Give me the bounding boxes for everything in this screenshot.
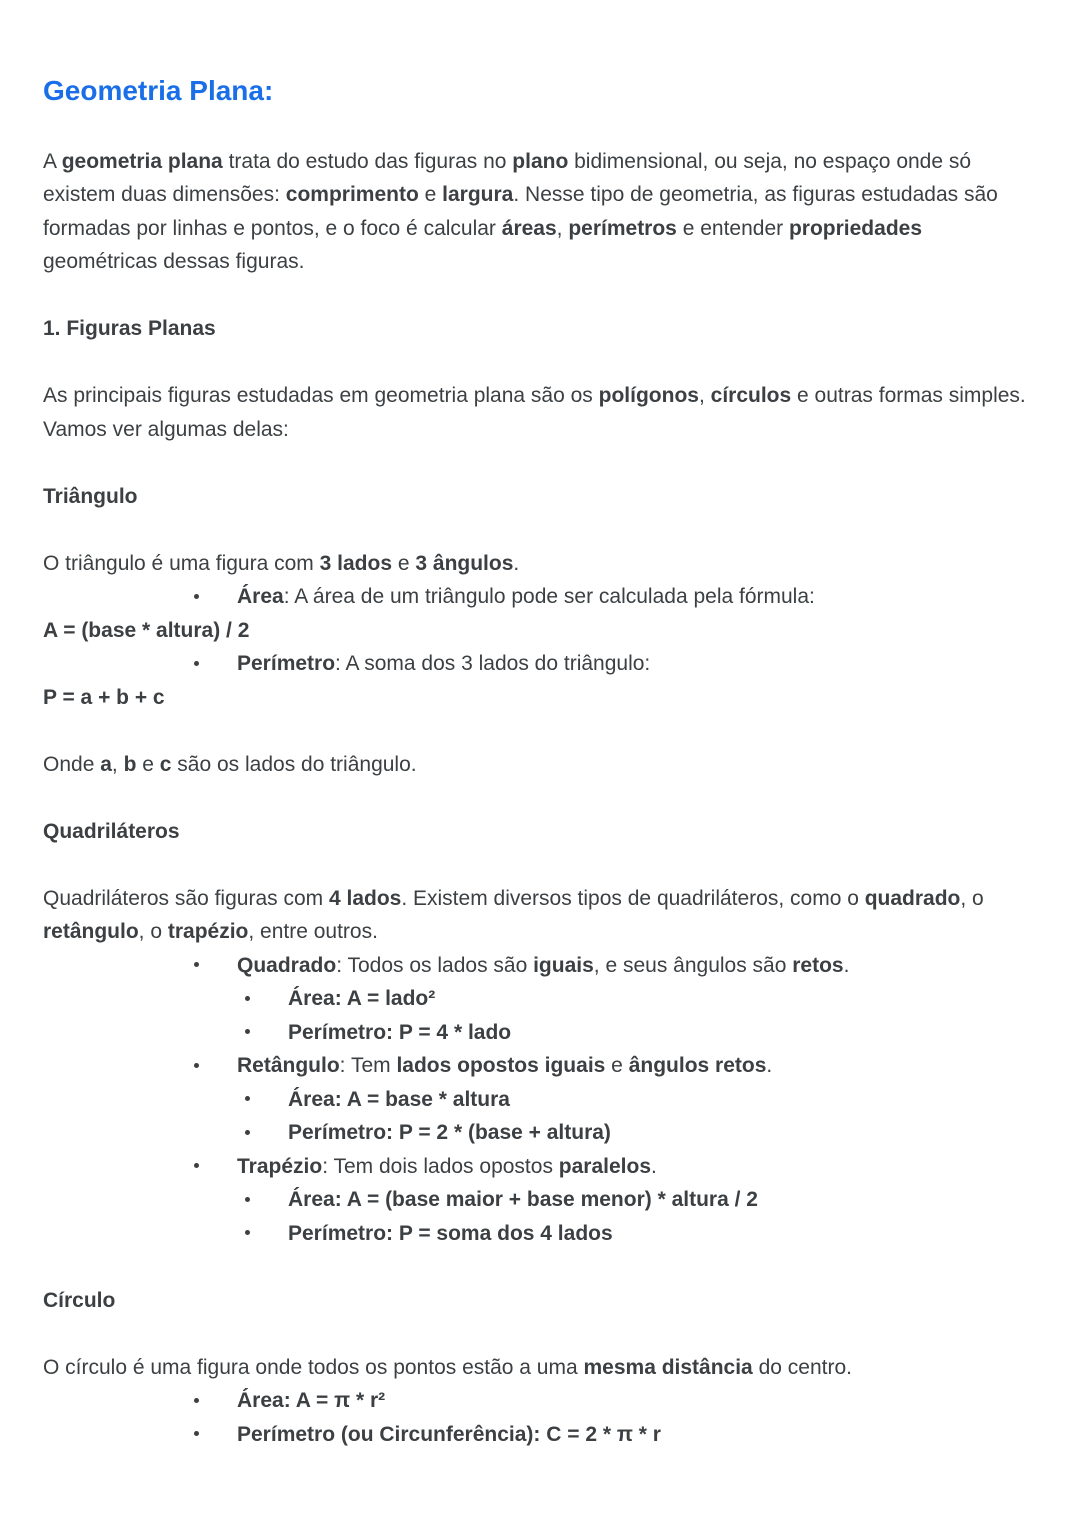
section-heading <box>43 480 1037 514</box>
text-run: , o <box>138 920 168 943</box>
text-run: : A soma dos 3 lados do triângulo: <box>335 652 651 675</box>
text-run-bold: iguais <box>533 953 594 977</box>
text-run: e <box>605 1054 629 1077</box>
list-item-text <box>194 949 1037 983</box>
list-item-level-1 <box>43 580 1037 614</box>
text-run-bold: ângulos retos <box>628 1054 767 1077</box>
formula-line <box>43 681 1037 715</box>
text-run: Onde <box>43 752 101 776</box>
text-run-bold: largura <box>442 183 514 206</box>
list-item-text <box>245 1083 1037 1117</box>
bullet-icon <box>194 1163 199 1168</box>
section-heading <box>43 312 1037 346</box>
bullet-icon <box>245 1230 250 1235</box>
text-run-bold: propriedades <box>788 216 923 240</box>
text-run: Quadriláteros são figuras com <box>43 886 329 910</box>
text-run: geométricas dessas figuras. <box>43 250 305 273</box>
text-run: e outras formas simples. Vamos ver algumas delas: <box>43 384 1026 441</box>
text-run-bold: Área <box>237 585 284 608</box>
text-run-bold: retângulo <box>43 920 139 943</box>
paragraph <box>43 547 1037 581</box>
text-run: , <box>111 752 124 776</box>
paragraph <box>43 1351 1037 1385</box>
text-run: , <box>698 384 711 407</box>
text-run: A <box>43 149 62 173</box>
text-run-bold: Perímetro (ou Circunferência): C = 2 * π * r <box>237 1422 661 1446</box>
text-run: e <box>392 551 416 575</box>
text-run-bold: a <box>100 752 112 776</box>
bullet-icon <box>194 962 199 967</box>
text-run-bold: perímetros <box>568 216 677 240</box>
bullet-icon <box>245 1029 250 1034</box>
text-run-bold: quadrado <box>864 886 961 910</box>
text-run: As principais figuras estudadas em geometria plana são os <box>43 384 599 407</box>
list-item-text <box>194 647 1037 681</box>
bullet-icon <box>245 996 250 1001</box>
document-body <box>43 145 1037 1452</box>
text-run: O triângulo é uma figura com <box>43 551 320 575</box>
text-run-bold: mesma distância <box>583 1355 753 1379</box>
list-item-level-1 <box>43 647 1037 681</box>
text-run-bold: comprimento <box>285 183 419 206</box>
text-run-bold: plano <box>512 149 569 173</box>
list-item-text <box>194 1384 1037 1418</box>
list-item-level-2 <box>43 1183 1037 1217</box>
text-run-bold: círculos <box>710 384 792 407</box>
bullet-icon <box>194 1431 199 1436</box>
text-run: : Tem <box>339 1054 397 1077</box>
text-run: O círculo é uma figura onde todos os pontos estão a uma <box>43 1355 584 1379</box>
list-item-text <box>245 1016 1037 1050</box>
text-run-bold: A = (base * altura) / 2 <box>43 618 250 642</box>
text-run-bold: Perímetro: P = 4 * lado <box>288 1020 512 1044</box>
text-run: , <box>556 216 569 240</box>
bullet-icon <box>245 1130 250 1135</box>
list-item-level-2 <box>43 982 1037 1016</box>
list-item-text <box>245 1183 1037 1217</box>
text-run: do centro. <box>752 1355 852 1379</box>
text-run: , entre outros. <box>248 920 378 943</box>
text-run: trata do estudo das figuras no <box>222 149 513 173</box>
text-run-bold: 3 lados <box>319 551 393 575</box>
text-run-bold: 1. Figuras Planas <box>43 317 216 340</box>
list-item-level-1 <box>43 1384 1037 1418</box>
text-run-bold: polígonos <box>598 384 699 407</box>
section-heading <box>43 1284 1037 1318</box>
text-run: . Nesse tipo de geometria, as figuras estudadas são formadas por linhas e pontos, e o foco é calcular <box>43 183 998 240</box>
text-run: . <box>766 1054 773 1077</box>
list-item-text <box>245 1116 1037 1150</box>
list-item-level-1 <box>43 1418 1037 1452</box>
text-run-bold: Círculo <box>43 1288 116 1312</box>
list-item-level-1 <box>43 1049 1037 1083</box>
bullet-icon <box>194 1398 199 1403</box>
list-item-text <box>194 1150 1037 1184</box>
bullet-icon <box>245 1096 250 1101</box>
text-run-bold: Perímetro: P = soma dos 4 lados <box>288 1221 613 1245</box>
text-run: , o <box>960 886 984 910</box>
text-run-bold: c <box>159 752 172 776</box>
text-run-bold: áreas <box>501 216 557 240</box>
paragraph <box>43 145 1037 279</box>
text-run: são os lados do triângulo. <box>171 752 417 776</box>
text-run-bold: Perímetro <box>237 652 336 675</box>
text-run-bold: geometria plana <box>61 149 223 173</box>
list-item-level-2 <box>43 1016 1037 1050</box>
text-run-bold: lados opostos iguais <box>396 1054 606 1077</box>
bullet-icon <box>194 594 199 599</box>
text-run-bold: Perímetro: P = 2 * (base + altura) <box>288 1121 611 1144</box>
formula-line <box>43 614 1037 648</box>
list-item-level-1 <box>43 1150 1037 1184</box>
text-run-bold: 3 ângulos <box>415 551 514 575</box>
text-run: : A área de um triângulo pode ser calculada pela fórmula: <box>283 585 815 608</box>
paragraph <box>43 379 1037 446</box>
text-run-bold: P = a + b + c <box>43 685 165 709</box>
text-run: e entender <box>676 216 789 240</box>
paragraph <box>43 882 1037 949</box>
text-run: : Todos os lados são <box>336 953 534 977</box>
text-run-bold: trapézio <box>167 920 249 943</box>
list-item-text <box>245 982 1037 1016</box>
text-run-bold: Área: A = (base maior + base menor) * altura / 2 <box>288 1188 758 1211</box>
text-run-bold: Retângulo <box>237 1054 340 1077</box>
text-run: , e seus ângulos são <box>593 953 793 977</box>
text-run-bold: 4 lados <box>328 886 402 910</box>
text-run-bold: Área: A = lado² <box>288 987 436 1010</box>
list-item-level-2 <box>43 1217 1037 1251</box>
text-run-bold: retos <box>792 953 844 977</box>
text-run: : Tem dois lados opostos <box>322 1154 559 1178</box>
bullet-icon <box>194 1063 199 1068</box>
text-run: e <box>418 183 443 206</box>
page-title: Geometria Plana: <box>43 75 274 106</box>
text-run-bold: Área: A = base * altura <box>288 1087 510 1111</box>
list-item-text <box>194 1418 1037 1452</box>
text-run: . <box>513 551 520 575</box>
text-run-bold: Quadriláteros <box>43 819 180 843</box>
text-run-bold: Quadrado <box>237 953 337 977</box>
text-run-bold: paralelos <box>558 1154 651 1178</box>
list-item-level-2 <box>43 1116 1037 1150</box>
text-run-bold: Trapézio <box>237 1154 323 1178</box>
text-run: . <box>843 953 850 977</box>
bullet-icon <box>194 661 199 666</box>
text-run-bold: Área: A = π * r² <box>237 1389 386 1412</box>
list-item-text <box>194 580 1037 614</box>
text-run: . <box>651 1154 657 1178</box>
text-run: bidimensional, ou seja, no espaço onde só existem duas dimensões: <box>43 149 972 206</box>
text-run: e <box>136 752 160 776</box>
section-heading <box>43 815 1037 849</box>
list-item-level-2 <box>43 1083 1037 1117</box>
paragraph <box>43 748 1037 782</box>
list-item-text <box>245 1217 1037 1251</box>
list-item-text <box>194 1049 1037 1083</box>
text-run: . Existem diversos tipos de quadriláteros, como o <box>401 886 865 910</box>
list-item-level-1 <box>43 949 1037 983</box>
text-run-bold: b <box>123 752 137 776</box>
bullet-icon <box>245 1197 250 1202</box>
text-run-bold: Triângulo <box>43 484 138 508</box>
